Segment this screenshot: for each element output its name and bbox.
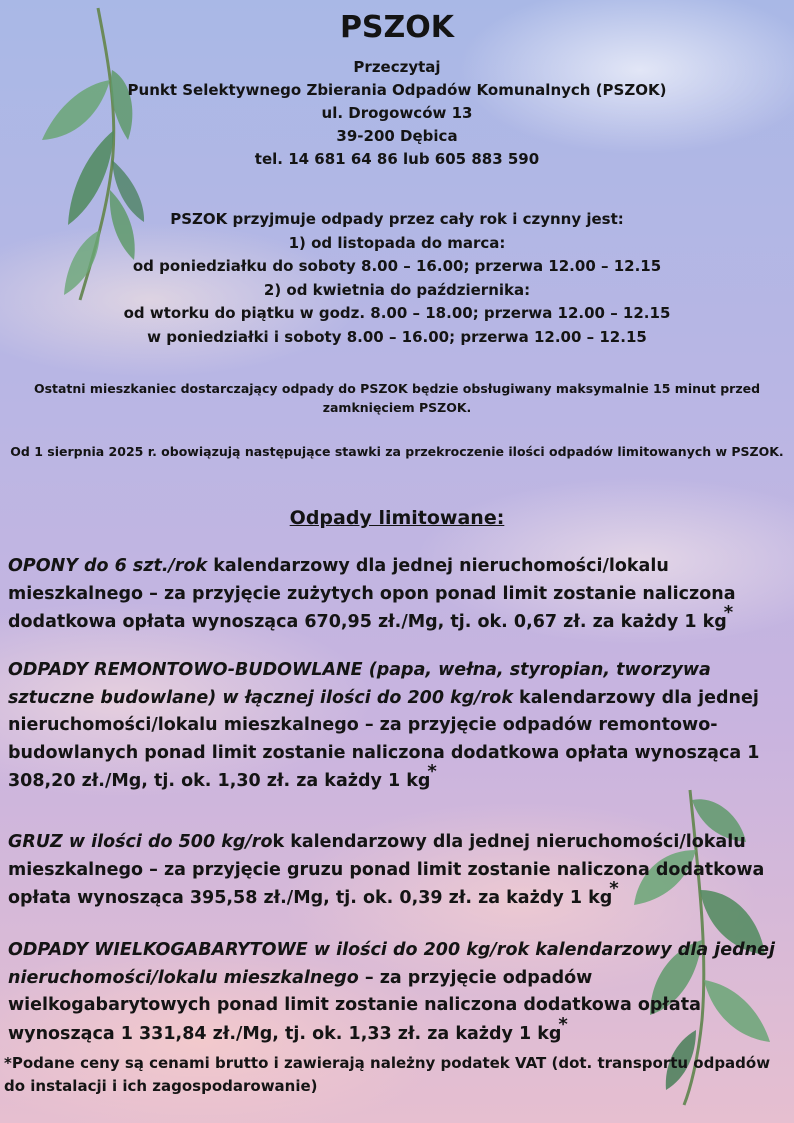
header-line-facility-name: Punkt Selektywnego Zbierania Odpadów Komunalnych (PSZOK) bbox=[127, 81, 667, 99]
note-last-resident: Ostatni mieszkaniec dostarczający odpady do PSZOK będzie obsługiwany maksymalnie 15 minut przed zamknięciem PSZOK. bbox=[33, 381, 761, 415]
opening-hours-block bbox=[0, 208, 794, 349]
item-lead-detail: (papa, wełna, styropian, tworzywa sztuczne budowlane) w łącznej ilości do 200 kg/rok bbox=[8, 660, 711, 708]
header-line-street: ul. Drogowców 13 bbox=[321, 104, 473, 122]
limited-item-tyres bbox=[8, 553, 778, 637]
limited-item-bulky bbox=[8, 937, 778, 1048]
hours-intro: PSZOK przyjmuje odpady przez cały rok i czynny jest: bbox=[170, 210, 624, 228]
header-line-city: 39-200 Dębica bbox=[336, 127, 458, 145]
note-rates-intro: Od 1 sierpnia 2025 r. obowiązują następujące stawki za przekroczenie ilości odpadów limitowanych w PSZOK. bbox=[10, 444, 784, 459]
item-lead: ODPADY WIELKOGABARYTOWE w ilości do 200 kg/rok kalendarzowy dla jednej nieruchomości/lokalu mieszkalnego bbox=[8, 940, 775, 988]
limited-item-rubble bbox=[8, 829, 778, 913]
footnote-vat: *Podane ceny są cenami brutto i zawierają należny podatek VAT (dot. transportu odpadów do instalacji i ich zagospodarowanie) bbox=[4, 1054, 771, 1095]
hours-period-1: 1) od listopada do marca: bbox=[288, 233, 506, 252]
hours-period-2-hours-a: od wtorku do piątku w godz. 8.00 – 18.00; przerwa 12.00 – 12.15 bbox=[123, 304, 671, 322]
asterisk-mark: * bbox=[609, 878, 619, 899]
item-text: – za przyjęcie odpadów wielkogabarytowych ponad limit zostanie naliczona dodatkowa opłata wynosząca 1 331,84 zł./Mg, tj. ok. 1,33 zł. za każdy 1 kg bbox=[8, 967, 701, 1044]
asterisk-mark: * bbox=[558, 1013, 568, 1035]
item-text: kalendarzowy dla jednej nieruchomości/lokalu mieszkalnego – za przyjęcie zużytych opon ponad limit zostanie naliczona dodatkowa opłata wynosząca 670,95 zł./Mg, tj. ok. 0,67 zł. za każdy 1 kg bbox=[8, 556, 736, 632]
header-block bbox=[0, 56, 794, 171]
hours-period-1-hours: od poniedziałku do soboty 8.00 – 16.00; przerwa 12.00 – 12.15 bbox=[132, 257, 662, 275]
item-text: kalendarzowy dla jednej nieruchomości/lokalu mieszkalnego – za przyjęcie odpadów remontowo-budowlanych ponad limit zostanie naliczona dodatkowa opłata wynosząca 1 308,20 zł./Mg, tj. ok. 1,30 zł. za każdy 1 kg bbox=[8, 687, 760, 791]
asterisk-mark: * bbox=[723, 602, 734, 623]
limited-item-construction bbox=[8, 657, 778, 796]
header-line-phone: tel. 14 681 64 86 lub 605 883 590 bbox=[254, 150, 540, 168]
item-lead: ODPADY REMONTOWO-BUDOWLANE bbox=[8, 660, 363, 680]
page-title: PSZOK bbox=[339, 10, 455, 45]
item-lead: OPONY do 6 szt./rok bbox=[8, 556, 208, 576]
asterisk-mark: * bbox=[427, 761, 437, 782]
item-text: k kalendarzowy dla jednej nieruchomości/lokalu mieszkalnego – za przyjęcie gruzu ponad limit zostanie naliczona dodatkowa opłata wynosząca 395,58 zł./Mg, tj. ok. 0,39 zł. za każdy 1 kg bbox=[8, 832, 765, 908]
header-line-read: Przeczytaj bbox=[353, 58, 441, 76]
hours-period-2: 2) od kwietnia do października: bbox=[263, 280, 531, 299]
hours-period-2-hours-b: w poniedziałki i soboty 8.00 – 16.00; przerwa 12.00 – 12.15 bbox=[147, 327, 647, 346]
limited-waste-heading: Odpady limitowane: bbox=[289, 507, 505, 529]
item-lead: GRUZ w ilości do 500 kg/ro bbox=[8, 832, 273, 852]
